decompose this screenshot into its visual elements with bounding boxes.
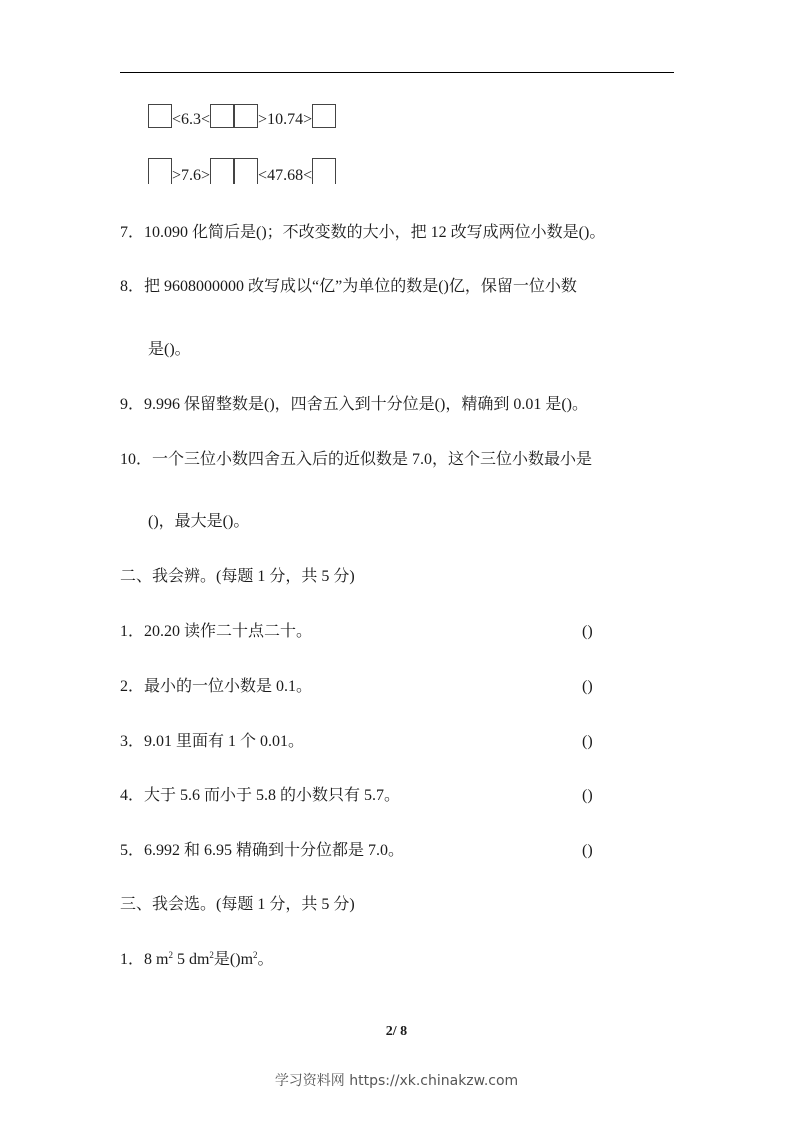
superscript: 2 — [209, 950, 214, 960]
footer-watermark: 学习资料网 https://xk.chinakzw.com — [274, 1073, 519, 1089]
question-text: 是()m — [213, 951, 254, 968]
page-number: 2/ 8 — [385, 1024, 408, 1039]
question-8: 8．把 9608000000 改写成以“亿”为单位的数是()亿，保留一位小数 — [120, 278, 577, 295]
answer-box[interactable] — [210, 158, 234, 184]
question-7: 7．10.090 化简后是()；不改变数的大小，把 12 改写成两位小数是()。 — [120, 224, 606, 241]
answer-box[interactable] — [210, 104, 234, 128]
judge-answer-2[interactable]: () — [582, 678, 593, 695]
question-text: 5 dm — [172, 951, 210, 968]
header-rule — [120, 72, 674, 73]
answer-box[interactable] — [148, 104, 172, 128]
answer-box[interactable] — [312, 158, 336, 184]
judge-item-1: 1．20.20 读作二十点二十。 — [120, 623, 313, 640]
question-9: 9．9.996 保留整数是()，四舍五入到十分位是()，精确到 0.01 是()。 — [120, 396, 588, 413]
answer-box[interactable] — [148, 158, 172, 184]
question-10: 10．一个三位小数四舍五入后的近似数是 7.0，这个三位小数最小是 — [120, 451, 593, 468]
answer-box[interactable] — [312, 104, 336, 128]
question-text: 1．8 m — [120, 951, 169, 968]
fill-row-1 — [148, 104, 336, 130]
fill-row-text: >10.74> — [258, 111, 313, 128]
fill-row-2 — [148, 158, 336, 186]
superscript: 2 — [253, 950, 258, 960]
judge-item-3: 3．9.01 里面有 1 个 0.01。 — [120, 733, 305, 750]
fill-row-text: <6.3< — [172, 111, 211, 128]
question-10-continued: ()，最大是()。 — [148, 513, 250, 530]
fill-row-text: <47.68< — [258, 167, 313, 184]
choice-question-1 — [120, 950, 274, 970]
judge-item-5: 5．6.992 和 6.95 精确到十分位都是 7.0。 — [120, 842, 405, 859]
judge-item-2: 2．最小的一位小数是 0.1。 — [120, 678, 313, 695]
answer-box[interactable] — [234, 158, 258, 184]
fill-row-text: >7.6> — [172, 167, 211, 184]
judge-item-4: 4．大于 5.6 而小于 5.8 的小数只有 5.7。 — [120, 787, 401, 804]
judge-answer-3[interactable]: () — [582, 733, 593, 750]
superscript: 2 — [168, 950, 173, 960]
judge-answer-1[interactable]: () — [582, 623, 593, 640]
section-2-heading: 二、我会辨。(每题 1 分，共 5 分) — [120, 568, 355, 585]
judge-answer-5[interactable]: () — [582, 842, 593, 859]
question-8-continued: 是()。 — [148, 341, 191, 358]
judge-answer-4[interactable]: () — [582, 787, 593, 804]
section-3-heading: 三、我会选。(每题 1 分，共 5 分) — [120, 896, 355, 913]
answer-box[interactable] — [234, 104, 258, 128]
question-text: 。 — [257, 951, 274, 968]
